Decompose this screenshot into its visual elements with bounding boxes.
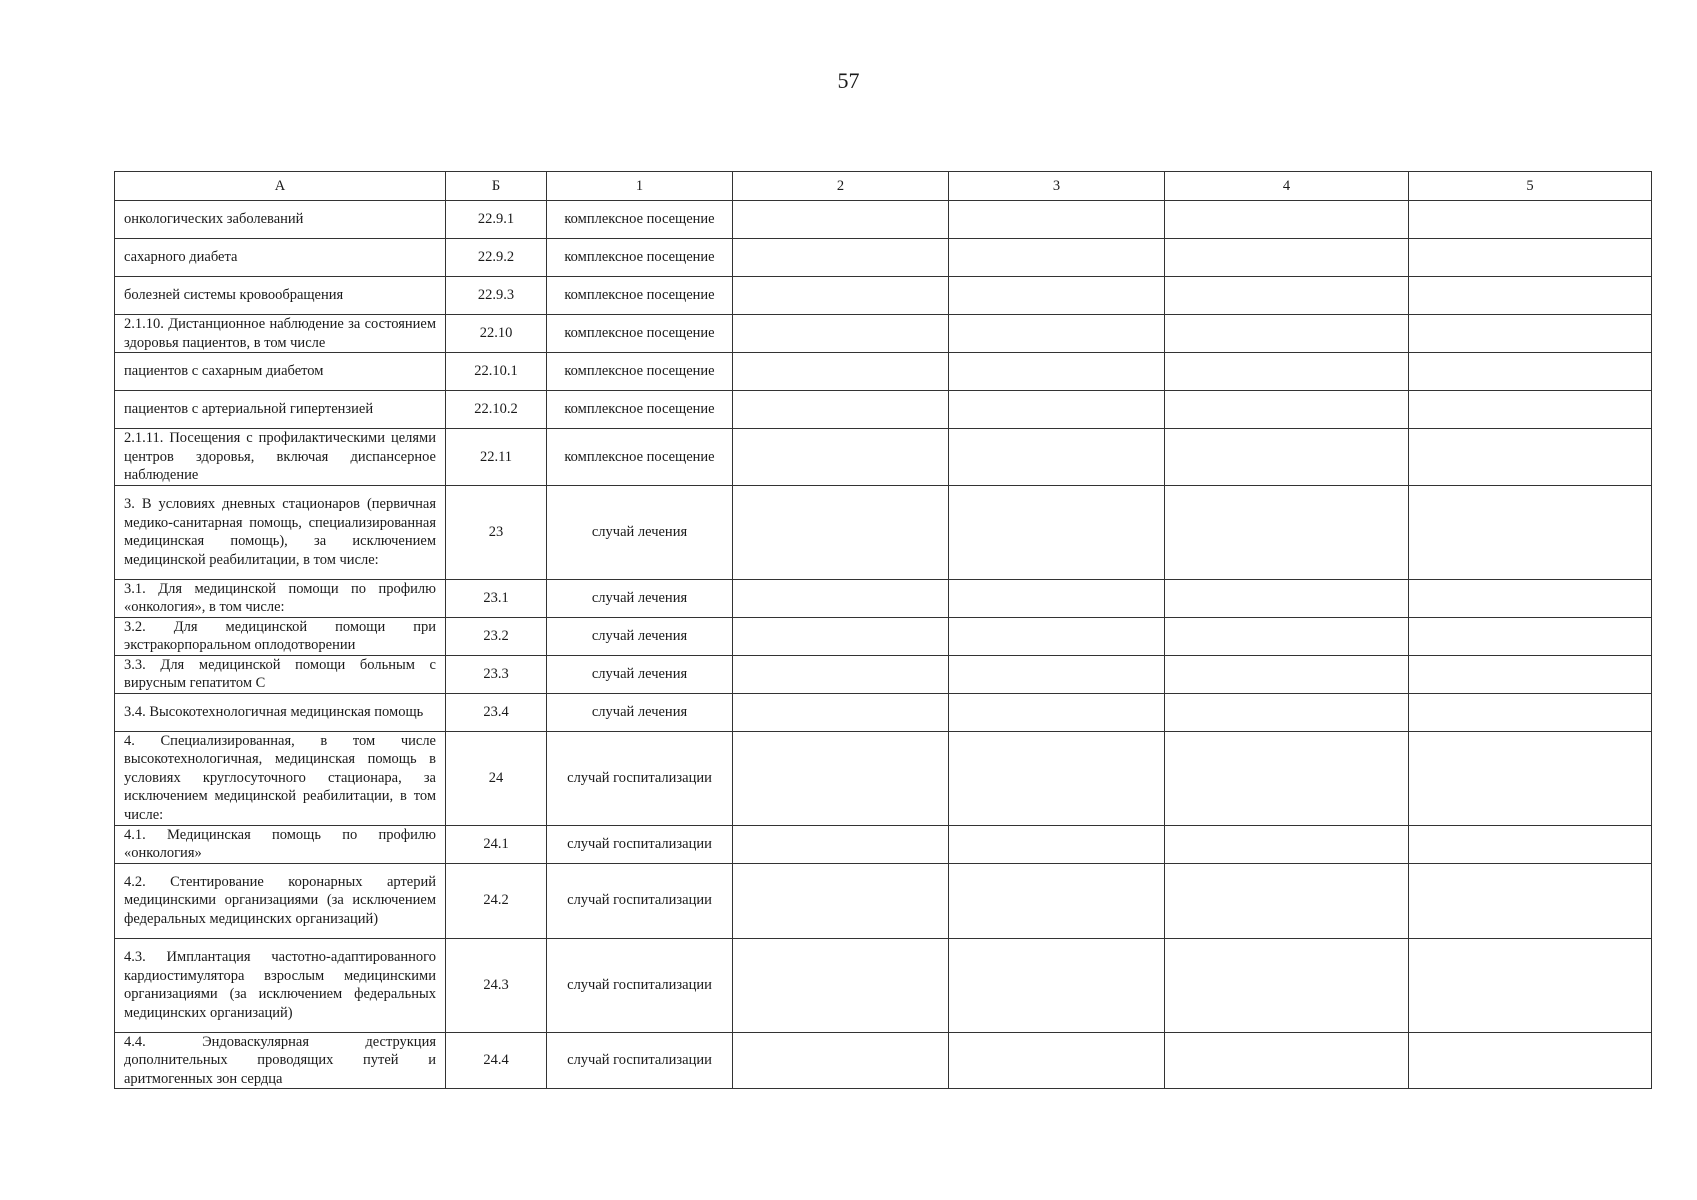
row-unit: случай лечения: [547, 693, 733, 731]
row-description: пациентов с сахарным диабетом: [115, 353, 446, 391]
row-unit: случай лечения: [547, 655, 733, 693]
row-description: 4.1. Медицинская помощь по профилю «онкология»: [115, 825, 446, 863]
row-value-col-4: [1165, 731, 1409, 825]
row-value-col-4: [1165, 693, 1409, 731]
row-value-col-5: [1409, 617, 1652, 655]
row-description: 3.4. Высокотехнологичная медицинская помощь: [115, 693, 446, 731]
table-row: [115, 277, 1652, 315]
row-value-col-5: [1409, 825, 1652, 863]
column-header-a: А: [115, 172, 446, 201]
row-value-col-2: [733, 863, 949, 938]
row-value-col-4: [1165, 429, 1409, 486]
row-value-col-3: [949, 731, 1165, 825]
row-value-col-4: [1165, 938, 1409, 1032]
table-row: [115, 1032, 1652, 1089]
row-code: 22.10: [446, 315, 547, 353]
row-value-col-4: [1165, 201, 1409, 239]
row-code: 24.1: [446, 825, 547, 863]
row-value-col-5: [1409, 485, 1652, 579]
row-description: 4. Специализированная, в том числе высокотехнологичная, медицинская помощь в условиях круглосуточного стационара, за исключением медицинской реабилитации, в том числе:: [115, 731, 446, 825]
row-value-col-2: [733, 353, 949, 391]
row-value-col-4: [1165, 1032, 1409, 1089]
row-description: 3.3. Для медицинской помощи больным с вирусным гепатитом С: [115, 655, 446, 693]
row-value-col-5: [1409, 938, 1652, 1032]
row-code: 22.9.2: [446, 239, 547, 277]
row-code: 22.11: [446, 429, 547, 486]
row-value-col-2: [733, 617, 949, 655]
column-header-3: 3: [949, 172, 1165, 201]
row-value-col-2: [733, 239, 949, 277]
row-code: 24.4: [446, 1032, 547, 1089]
row-description: пациентов с артериальной гипертензией: [115, 391, 446, 429]
row-unit: случай госпитализации: [547, 825, 733, 863]
row-code: 22.10.2: [446, 391, 547, 429]
row-value-col-3: [949, 693, 1165, 731]
row-value-col-5: [1409, 391, 1652, 429]
row-value-col-5: [1409, 1032, 1652, 1089]
row-value-col-2: [733, 579, 949, 617]
row-code: 23.3: [446, 655, 547, 693]
row-value-col-3: [949, 239, 1165, 277]
row-unit: случай лечения: [547, 485, 733, 579]
table-row: [115, 617, 1652, 655]
table-row: [115, 391, 1652, 429]
row-value-col-5: [1409, 315, 1652, 353]
row-value-col-4: [1165, 485, 1409, 579]
row-value-col-2: [733, 201, 949, 239]
page-number: 57: [837, 68, 860, 93]
row-value-col-5: [1409, 579, 1652, 617]
row-unit: случай госпитализации: [547, 863, 733, 938]
row-code: 23.4: [446, 693, 547, 731]
row-value-col-3: [949, 429, 1165, 486]
row-value-col-3: [949, 391, 1165, 429]
row-value-col-4: [1165, 391, 1409, 429]
row-unit: комплексное посещение: [547, 315, 733, 353]
row-value-col-2: [733, 391, 949, 429]
table-row: [115, 201, 1652, 239]
row-unit: комплексное посещение: [547, 201, 733, 239]
row-unit: комплексное посещение: [547, 391, 733, 429]
row-value-col-2: [733, 485, 949, 579]
row-value-col-4: [1165, 863, 1409, 938]
row-value-col-2: [733, 938, 949, 1032]
table-row: [115, 731, 1652, 825]
row-value-col-3: [949, 353, 1165, 391]
row-description: сахарного диабета: [115, 239, 446, 277]
row-value-col-4: [1165, 353, 1409, 391]
row-value-col-3: [949, 277, 1165, 315]
row-description: онкологических заболеваний: [115, 201, 446, 239]
column-header-4: 4: [1165, 172, 1409, 201]
row-description: болезней системы кровообращения: [115, 277, 446, 315]
row-code: 24: [446, 731, 547, 825]
row-code: 24.3: [446, 938, 547, 1032]
row-value-col-4: [1165, 239, 1409, 277]
row-unit: случай лечения: [547, 579, 733, 617]
row-code: 24.2: [446, 863, 547, 938]
table-row: [115, 353, 1652, 391]
row-unit: комплексное посещение: [547, 277, 733, 315]
row-unit: случай госпитализации: [547, 938, 733, 1032]
table-row: [115, 485, 1652, 579]
table-header-row: [115, 172, 1652, 201]
row-value-col-5: [1409, 353, 1652, 391]
row-description: 2.1.10. Дистанционное наблюдение за состоянием здоровья пациентов, в том числе: [115, 315, 446, 353]
row-code: 22.9.3: [446, 277, 547, 315]
column-header-2: 2: [733, 172, 949, 201]
row-code: 22.10.1: [446, 353, 547, 391]
table-row: [115, 579, 1652, 617]
row-value-col-4: [1165, 655, 1409, 693]
row-description: 4.2. Стентирование коронарных артерий медицинскими организациями (за исключением федеральных медицинских организаций): [115, 863, 446, 938]
row-value-col-2: [733, 731, 949, 825]
table-row: [115, 315, 1652, 353]
row-value-col-4: [1165, 315, 1409, 353]
row-value-col-3: [949, 201, 1165, 239]
row-code: 23.2: [446, 617, 547, 655]
column-header-5: 5: [1409, 172, 1652, 201]
row-description: 4.3. Имплантация частотно-адаптированного кардиостимулятора взрослым медицинскими организациями (за исключением федеральных медицинских организаций): [115, 938, 446, 1032]
column-header-1: 1: [547, 172, 733, 201]
row-description: 4.4. Эндоваскулярная деструкция дополнительных проводящих путей и аритмогенных зон сердца: [115, 1032, 446, 1089]
row-value-col-3: [949, 655, 1165, 693]
row-value-col-5: [1409, 655, 1652, 693]
row-unit: комплексное посещение: [547, 353, 733, 391]
row-value-col-2: [733, 825, 949, 863]
row-unit: случай госпитализации: [547, 731, 733, 825]
row-description: 3.2. Для медицинской помощи при экстракорпоральном оплодотворении: [115, 617, 446, 655]
row-unit: комплексное посещение: [547, 429, 733, 486]
table-row: [115, 655, 1652, 693]
table-row: [115, 693, 1652, 731]
row-value-col-3: [949, 579, 1165, 617]
data-table: [114, 171, 1652, 1089]
table-row: [115, 938, 1652, 1032]
row-description: 3. В условиях дневных стационаров (первичная медико-санитарная помощь, специализированная медицинская помощь), за исключением медицинской реабилитации, в том числе:: [115, 485, 446, 579]
table-row: [115, 825, 1652, 863]
row-value-col-4: [1165, 277, 1409, 315]
row-value-col-5: [1409, 731, 1652, 825]
row-value-col-2: [733, 693, 949, 731]
row-value-col-4: [1165, 579, 1409, 617]
row-value-col-2: [733, 277, 949, 315]
row-code: 23: [446, 485, 547, 579]
row-description: 3.1. Для медицинской помощи по профилю «онкология», в том числе:: [115, 579, 446, 617]
row-value-col-3: [949, 863, 1165, 938]
row-value-col-5: [1409, 863, 1652, 938]
table-row: [115, 863, 1652, 938]
table-row: [115, 239, 1652, 277]
row-value-col-2: [733, 655, 949, 693]
row-value-col-3: [949, 485, 1165, 579]
row-value-col-3: [949, 938, 1165, 1032]
row-unit: случай лечения: [547, 617, 733, 655]
row-description: 2.1.11. Посещения с профилактическими целями центров здоровья, включая диспансерное наблюдение: [115, 429, 446, 486]
row-value-col-4: [1165, 825, 1409, 863]
row-value-col-5: [1409, 239, 1652, 277]
row-value-col-5: [1409, 693, 1652, 731]
row-value-col-3: [949, 1032, 1165, 1089]
row-value-col-4: [1165, 617, 1409, 655]
row-value-col-2: [733, 315, 949, 353]
row-value-col-5: [1409, 277, 1652, 315]
row-value-col-5: [1409, 201, 1652, 239]
row-value-col-3: [949, 315, 1165, 353]
column-header-b: Б: [446, 172, 547, 201]
row-value-col-3: [949, 825, 1165, 863]
row-code: 22.9.1: [446, 201, 547, 239]
row-code: 23.1: [446, 579, 547, 617]
row-value-col-2: [733, 1032, 949, 1089]
row-unit: комплексное посещение: [547, 239, 733, 277]
row-unit: случай госпитализации: [547, 1032, 733, 1089]
row-value-col-3: [949, 617, 1165, 655]
row-value-col-5: [1409, 429, 1652, 486]
table-row: [115, 429, 1652, 486]
row-value-col-2: [733, 429, 949, 486]
